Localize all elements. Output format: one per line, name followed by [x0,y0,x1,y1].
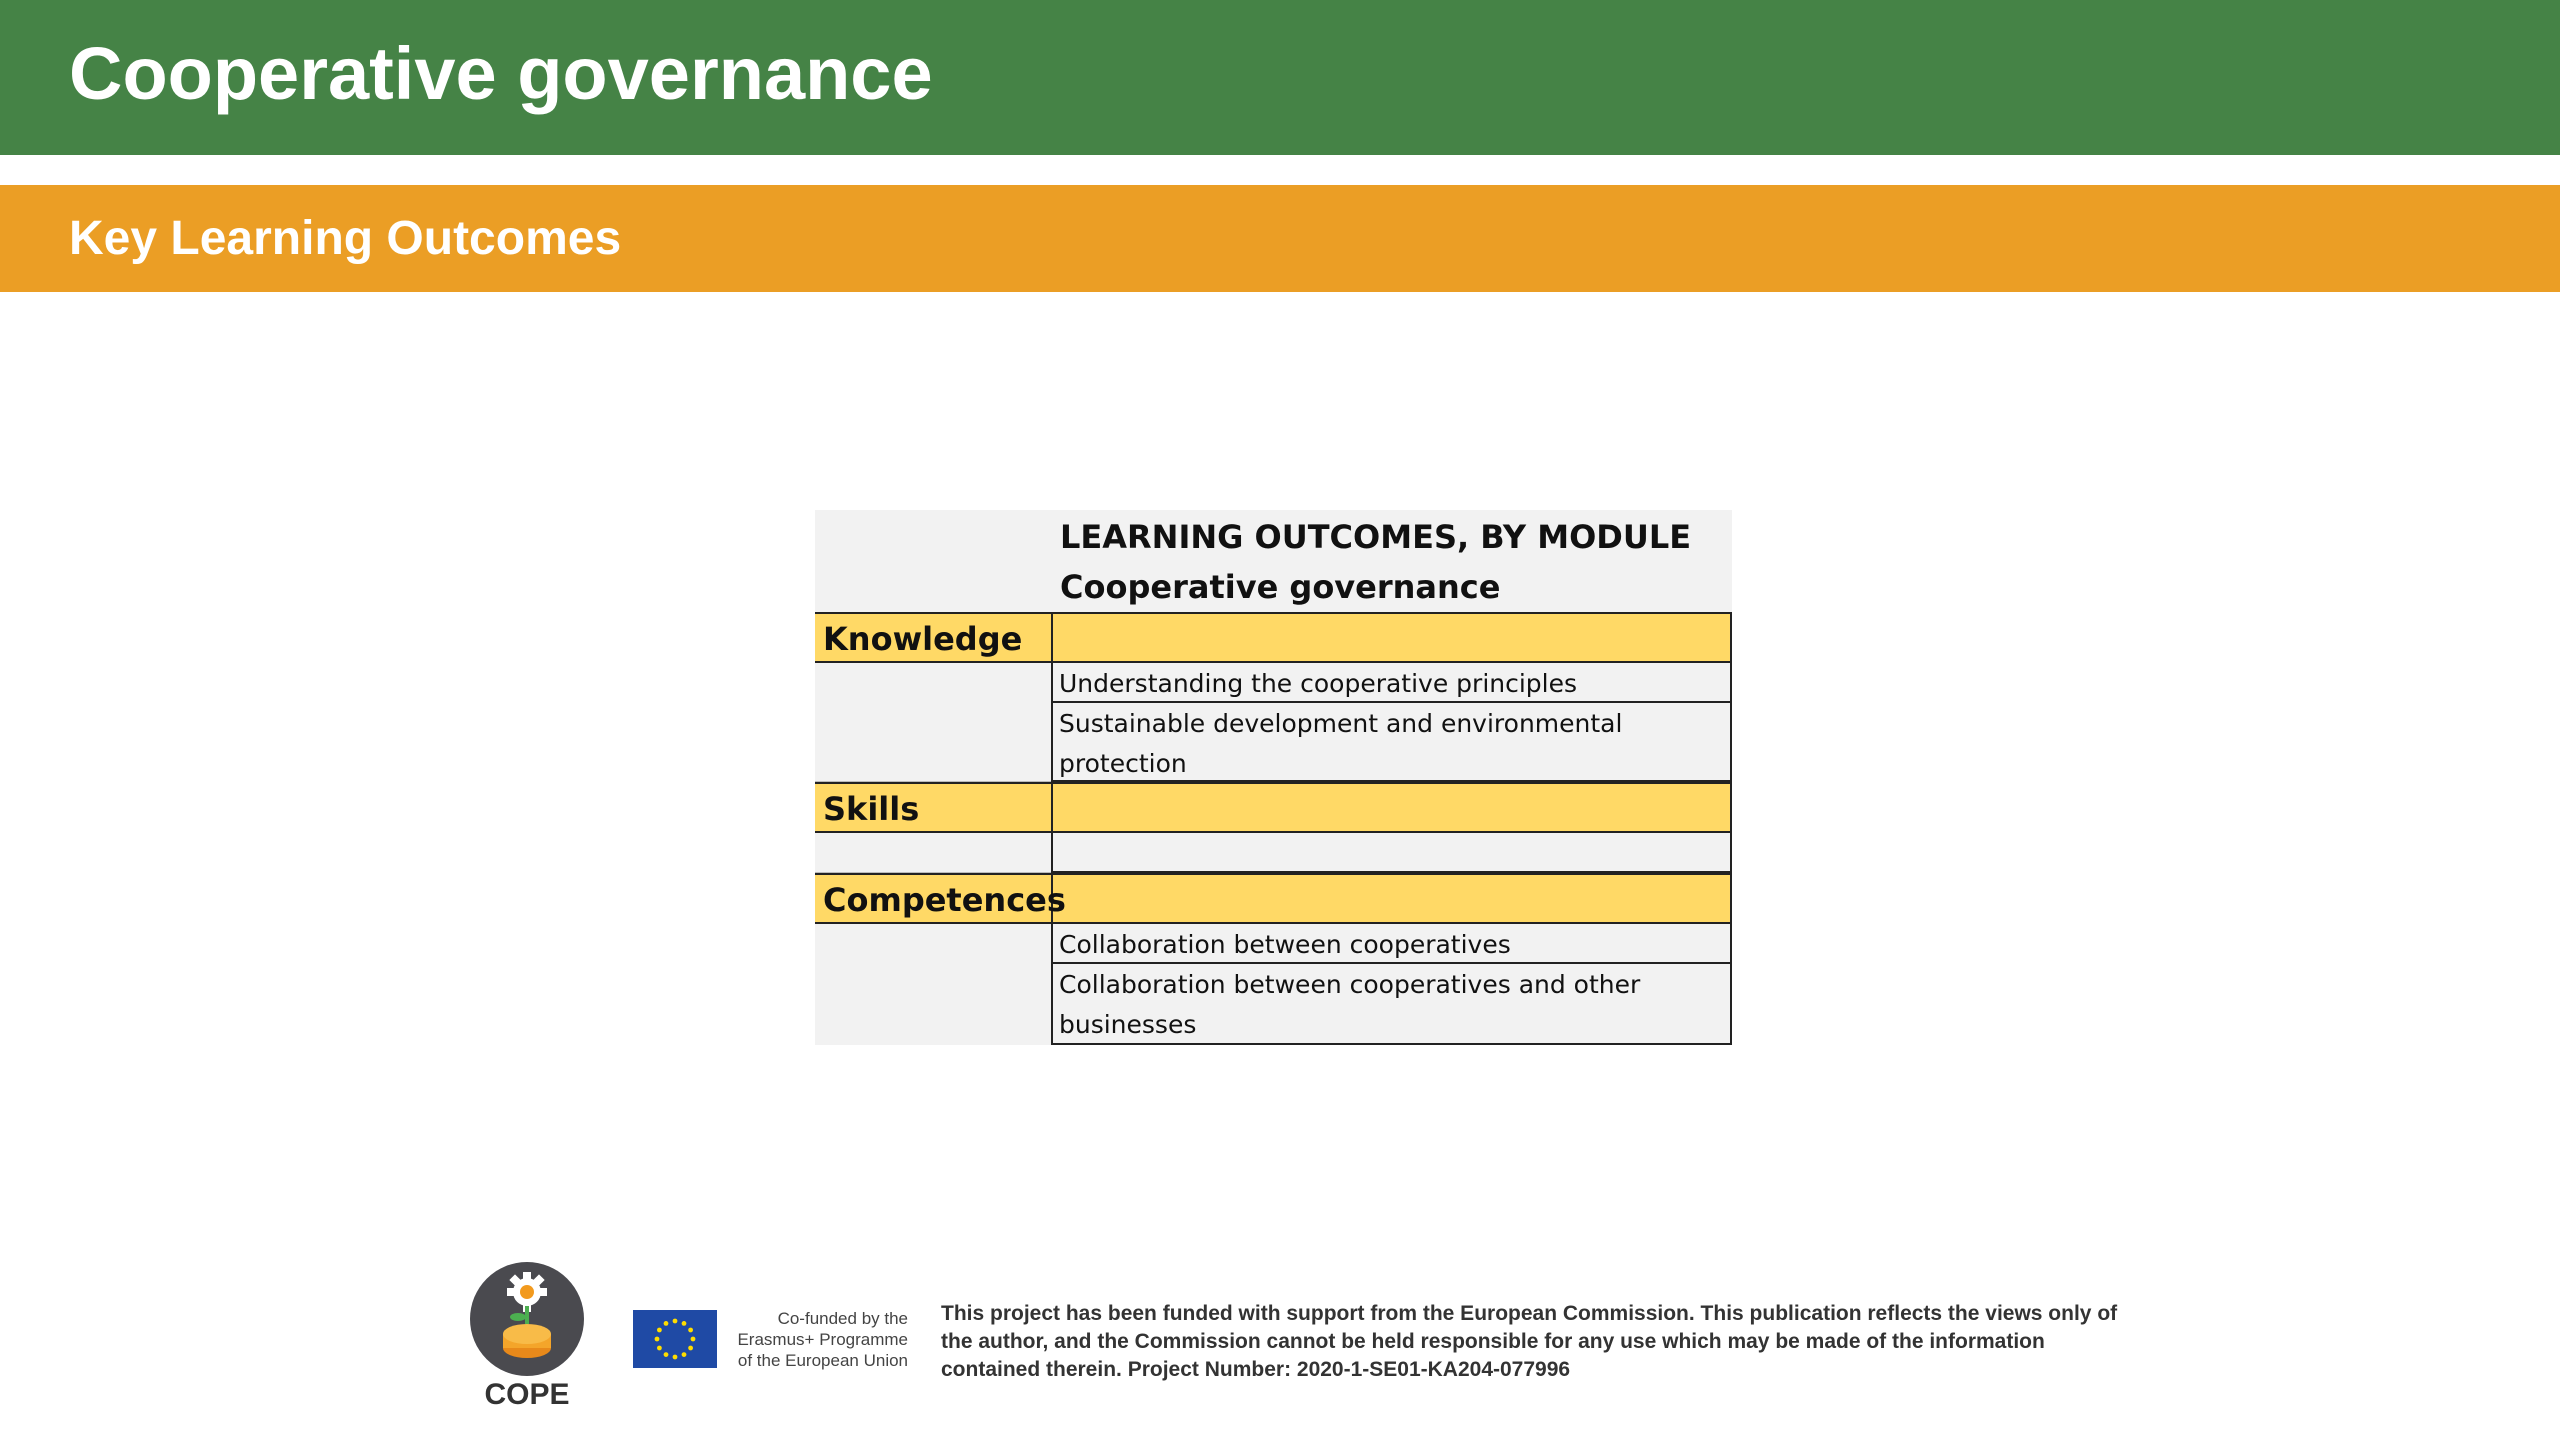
empty-left-cell [815,924,1051,1045]
slide-title: Cooperative governance [69,32,933,115]
outcome-item: Collaboration between cooperatives [1051,924,1732,964]
category-label-skills: Skills [823,790,920,828]
outcome-item-empty [1051,833,1732,873]
empty-left-cell [815,833,1051,873]
cell-divider [1051,614,1053,661]
eu-cofunded-caption: Co-funded by the Erasmus+ Programme of the European Union [737,1309,908,1370]
category-row-competences [815,873,1732,924]
empty-left-cell [815,663,1051,782]
category-label-knowledge: Knowledge [823,620,1023,658]
cope-logo-icon [470,1262,584,1376]
funding-disclaimer: This project has been funded with support from the European Commission. This publication reflects the views only of the author, and the Commission cannot be held responsible for any use which may be made of the information contained therein. Project Number: 2020-1-SE01-KA204-077996 [941,1302,2118,1381]
table-heading-title: LEARNING OUTCOMES, BY MODULE [1060,518,1692,556]
subtitle-bar [0,185,2560,292]
cope-label: COPE [484,1378,570,1411]
category-label-competences: Competences [823,881,1066,919]
table-heading [815,510,1732,612]
table-heading-module: Cooperative governance [1060,568,1501,606]
outcome-item: Collaboration between cooperatives and other businesses [1051,964,1732,1045]
cell-divider [1051,784,1053,831]
eu-flag-icon [633,1310,717,1368]
title-bar [0,0,2560,155]
learning-outcomes-table [815,510,1732,1045]
slide-subtitle: Key Learning Outcomes [69,212,622,265]
outcome-item: Understanding the cooperative principles [1051,663,1732,703]
outcome-item: Sustainable development and environmental protection [1051,703,1732,782]
footer [0,1250,2560,1440]
category-row-skills [815,782,1732,833]
category-row-knowledge [815,612,1732,663]
